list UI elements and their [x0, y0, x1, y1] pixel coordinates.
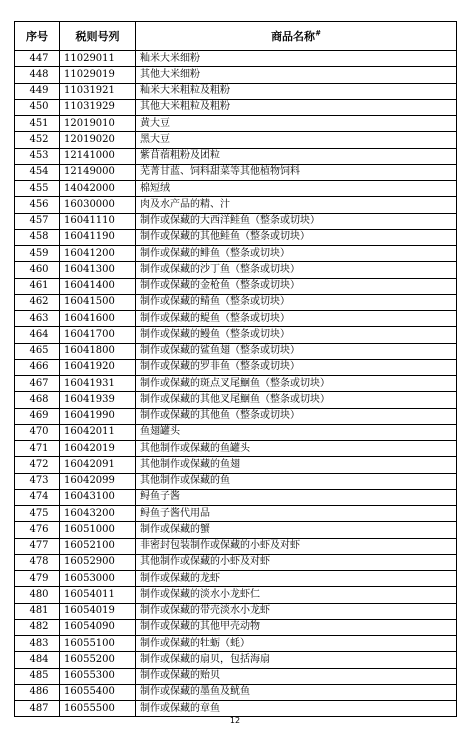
row-name: 籼米大米粗粒及粗粉 [136, 83, 457, 99]
row-code: 11029011 [60, 51, 136, 67]
row-name: 制作或保藏的鲨鱼翅（整条或切块） [136, 343, 457, 359]
row-code: 16043100 [60, 489, 136, 505]
header-name-text: 商品名称 [271, 30, 316, 43]
row-code: 16030000 [60, 197, 136, 213]
table-row [15, 603, 457, 619]
row-name: 其他大米粗粒及粗粉 [136, 99, 457, 115]
row-seq: 447 [15, 51, 60, 67]
row-name: 非密封包装制作或保藏的小虾及对虾 [136, 538, 457, 554]
row-name: 制作或保藏的蟹 [136, 522, 457, 538]
table-row [15, 262, 457, 278]
table-row [15, 132, 457, 148]
header-name [136, 22, 457, 51]
row-name: 芜菁甘蓝、饲料甜菜等其他植物饲料 [136, 164, 457, 180]
row-code: 16041200 [60, 246, 136, 262]
table-row [15, 311, 457, 327]
table-row [15, 294, 457, 310]
row-name: 其他制作或保藏的鱼翅 [136, 457, 457, 473]
row-seq: 475 [15, 506, 60, 522]
table-row [15, 619, 457, 635]
table-row [15, 636, 457, 652]
row-name: 制作或保藏的其他鱼（整条或切块） [136, 408, 457, 424]
row-name: 其他大米细粉 [136, 67, 457, 83]
row-code: 11029019 [60, 67, 136, 83]
row-code: 16055100 [60, 636, 136, 652]
table-row [15, 327, 457, 343]
table-body [15, 51, 457, 717]
row-seq: 454 [15, 164, 60, 180]
page-number: 12 [229, 716, 241, 725]
row-name: 棉短绒 [136, 181, 457, 197]
table-row [15, 473, 457, 489]
row-name: 制作或保藏的龙虾 [136, 571, 457, 587]
row-code: 16041800 [60, 343, 136, 359]
table-row [15, 359, 457, 375]
row-code: 16055200 [60, 652, 136, 668]
row-code: 16054090 [60, 619, 136, 635]
row-name: 制作或保藏的其他甲壳动物 [136, 619, 457, 635]
row-seq: 459 [15, 246, 60, 262]
row-seq: 483 [15, 636, 60, 652]
row-code: 14042000 [60, 181, 136, 197]
row-seq: 451 [15, 116, 60, 132]
row-seq: 480 [15, 587, 60, 603]
row-code: 16041931 [60, 376, 136, 392]
row-seq: 487 [15, 701, 60, 717]
table-row [15, 571, 457, 587]
row-name: 制作或保藏的沙丁鱼（整条或切块） [136, 262, 457, 278]
row-seq: 486 [15, 684, 60, 700]
row-code: 16041920 [60, 359, 136, 375]
row-seq: 453 [15, 148, 60, 164]
table-row [15, 668, 457, 684]
table-row [15, 197, 457, 213]
row-code: 16055400 [60, 684, 136, 700]
row-seq: 456 [15, 197, 60, 213]
header-name-mark: # [315, 28, 321, 38]
table-row [15, 99, 457, 115]
row-seq: 466 [15, 359, 60, 375]
row-seq: 477 [15, 538, 60, 554]
row-name: 制作或保藏的鳀鱼（整条或切块） [136, 311, 457, 327]
row-code: 16041300 [60, 262, 136, 278]
row-code: 16051000 [60, 522, 136, 538]
row-name: 制作或保藏的罗非鱼（整条或切块） [136, 359, 457, 375]
table-row [15, 587, 457, 603]
table-row [15, 213, 457, 229]
row-seq: 479 [15, 571, 60, 587]
row-code: 16041500 [60, 294, 136, 310]
row-seq: 452 [15, 132, 60, 148]
table-row [15, 392, 457, 408]
row-name: 鲟鱼子酱 [136, 489, 457, 505]
row-name: 肉及水产品的精、汁 [136, 197, 457, 213]
row-seq: 481 [15, 603, 60, 619]
table-row [15, 343, 457, 359]
row-code: 16041190 [60, 229, 136, 245]
row-seq: 455 [15, 181, 60, 197]
row-code: 16041600 [60, 311, 136, 327]
row-name: 制作或保藏的金枪鱼（整条或切块） [136, 278, 457, 294]
tariff-table [14, 21, 457, 717]
row-code: 16042099 [60, 473, 136, 489]
row-seq: 457 [15, 213, 60, 229]
row-seq: 463 [15, 311, 60, 327]
row-seq: 473 [15, 473, 60, 489]
table-row [15, 164, 457, 180]
header-code: 税则号列 [60, 22, 136, 51]
row-code: 12141000 [60, 148, 136, 164]
table-row [15, 701, 457, 717]
row-code: 16042019 [60, 441, 136, 457]
table-row [15, 554, 457, 570]
row-name: 制作或保藏的其他鲑鱼（整条或切块） [136, 229, 457, 245]
row-code: 16041939 [60, 392, 136, 408]
row-name: 籼米大米细粉 [136, 51, 457, 67]
table-row [15, 506, 457, 522]
row-code: 16042091 [60, 457, 136, 473]
row-code: 16054019 [60, 603, 136, 619]
table-row [15, 489, 457, 505]
row-name: 制作或保藏的鲱鱼（整条或切块） [136, 246, 457, 262]
row-code: 16041700 [60, 327, 136, 343]
row-seq: 460 [15, 262, 60, 278]
table-row [15, 408, 457, 424]
row-seq: 464 [15, 327, 60, 343]
row-name: 制作或保藏的章鱼 [136, 701, 457, 717]
row-seq: 485 [15, 668, 60, 684]
row-seq: 465 [15, 343, 60, 359]
row-name: 制作或保藏的墨鱼及鱿鱼 [136, 684, 457, 700]
row-name: 制作或保藏的大西洋鲑鱼（整条或切块） [136, 213, 457, 229]
row-name: 制作或保藏的斑点叉尾鮰鱼（整条或切块） [136, 376, 457, 392]
table-row [15, 246, 457, 262]
table-row [15, 538, 457, 554]
table-row [15, 278, 457, 294]
row-code: 16041990 [60, 408, 136, 424]
row-code: 11031929 [60, 99, 136, 115]
row-name: 制作或保藏的鲭鱼（整条或切块） [136, 294, 457, 310]
row-name: 制作或保藏的其他叉尾鮰鱼（整条或切块） [136, 392, 457, 408]
row-code: 16054011 [60, 587, 136, 603]
row-name: 黄大豆 [136, 116, 457, 132]
table-row [15, 522, 457, 538]
table-row [15, 424, 457, 440]
row-seq: 478 [15, 554, 60, 570]
table-row [15, 83, 457, 99]
header-row [15, 22, 457, 51]
row-seq: 470 [15, 424, 60, 440]
row-name: 鲟鱼子酱代用品 [136, 506, 457, 522]
table-row [15, 652, 457, 668]
row-code: 16043200 [60, 506, 136, 522]
table-row [15, 51, 457, 67]
row-name: 黑大豆 [136, 132, 457, 148]
row-seq: 468 [15, 392, 60, 408]
row-seq: 472 [15, 457, 60, 473]
row-code: 11031921 [60, 83, 136, 99]
row-name: 制作或保藏的扇贝，包括海扇 [136, 652, 457, 668]
row-code: 16041110 [60, 213, 136, 229]
row-seq: 471 [15, 441, 60, 457]
table-row [15, 67, 457, 83]
table-row [15, 684, 457, 700]
row-code: 16052900 [60, 554, 136, 570]
row-name: 制作或保藏的牡蛎（蚝） [136, 636, 457, 652]
row-seq: 482 [15, 619, 60, 635]
row-code: 16053000 [60, 571, 136, 587]
table-row [15, 229, 457, 245]
row-name: 其他制作或保藏的小虾及对虾 [136, 554, 457, 570]
row-seq: 458 [15, 229, 60, 245]
row-name: 制作或保藏的淡水小龙虾仁 [136, 587, 457, 603]
row-code: 12149000 [60, 164, 136, 180]
row-name: 制作或保藏的鳗鱼（整条或切块） [136, 327, 457, 343]
row-seq: 484 [15, 652, 60, 668]
table-row [15, 148, 457, 164]
row-code: 16042011 [60, 424, 136, 440]
row-code: 16041400 [60, 278, 136, 294]
table-row [15, 441, 457, 457]
header-seq: 序号 [15, 22, 60, 51]
row-seq: 450 [15, 99, 60, 115]
row-name: 制作或保藏的带壳淡水小龙虾 [136, 603, 457, 619]
table-row [15, 376, 457, 392]
row-seq: 469 [15, 408, 60, 424]
table-row [15, 457, 457, 473]
row-seq: 449 [15, 83, 60, 99]
row-code: 12019020 [60, 132, 136, 148]
row-seq: 462 [15, 294, 60, 310]
row-seq: 474 [15, 489, 60, 505]
row-seq: 467 [15, 376, 60, 392]
row-name: 制作或保藏的贻贝 [136, 668, 457, 684]
row-seq: 461 [15, 278, 60, 294]
row-seq: 448 [15, 67, 60, 83]
row-name: 鱼翅罐头 [136, 424, 457, 440]
row-code: 16055500 [60, 701, 136, 717]
row-name: 其他制作或保藏的鱼 [136, 473, 457, 489]
row-name: 其他制作或保藏的鱼罐头 [136, 441, 457, 457]
row-name: 紫苜蓿粗粉及团粒 [136, 148, 457, 164]
row-code: 16055300 [60, 668, 136, 684]
table-row [15, 181, 457, 197]
row-seq: 476 [15, 522, 60, 538]
table-row [15, 116, 457, 132]
row-code: 16052100 [60, 538, 136, 554]
row-code: 12019010 [60, 116, 136, 132]
